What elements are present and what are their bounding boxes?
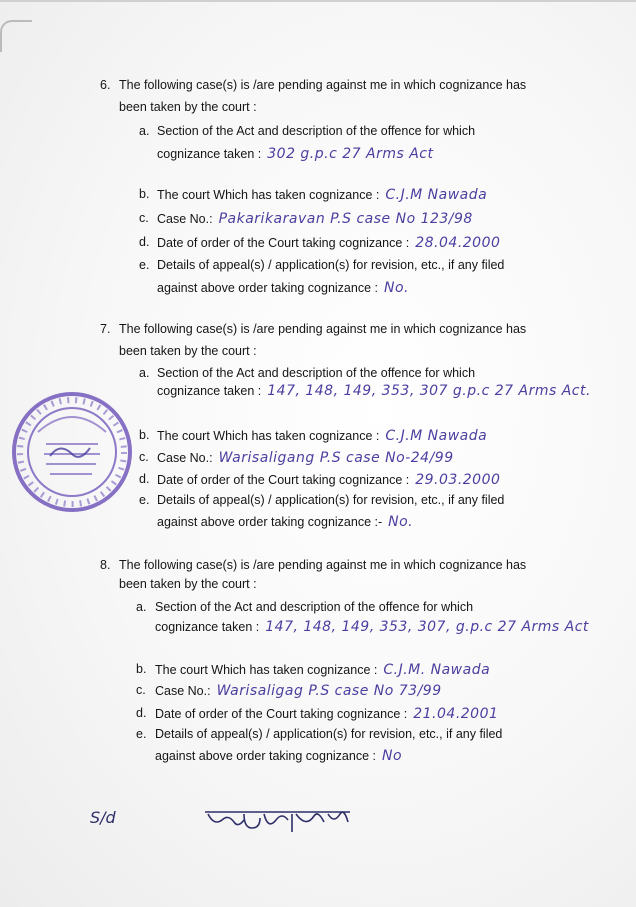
item-e-text-1: Details of appeal(s) / application(s) for revision, etc., if any filed	[157, 493, 505, 507]
item-b-text: The court Which has taken cognizance : C.J.M. Nawada	[155, 662, 491, 678]
item-d-label: d.	[136, 706, 147, 720]
item-e-label: e.	[139, 258, 150, 272]
item-e-label: e.	[139, 493, 150, 507]
intro-line-1: The following case(s) is /are pending against me in which cognizance has	[119, 78, 527, 92]
intro-line-2: been taken by the court :	[119, 344, 257, 358]
item-c-text: Case No.: Warisaligang P.S case No-24/99	[157, 450, 454, 466]
item-a-text-2: cognizance taken : 147, 148, 149, 353, 307, g.p.c 27 Arms Act	[155, 619, 589, 635]
item-e-text-2: against above order taking cognizance :- No.	[157, 514, 414, 530]
handwritten-sections: 302 g.p.c 27 Arms Act	[267, 146, 434, 162]
item-c-label: c.	[139, 450, 149, 464]
handwritten-date: 21.04.2001	[413, 706, 499, 722]
handwritten-case-no: Pakarikaravan P.S case No 123/98	[218, 211, 473, 227]
item-e-text-2: against above order taking cognizance : No.	[157, 280, 409, 296]
item-a-text-2: cognizance taken : 302 g.p.c 27 Arms Act	[157, 146, 434, 162]
handwritten-sections: 147, 148, 149, 353, 307, g.p.c 27 Arms Act	[265, 619, 589, 635]
handwritten-court: C.J.M Nawada	[385, 187, 488, 203]
official-seal-stamp	[10, 382, 140, 522]
item-d-text: Date of order of the Court taking cognizance : 21.04.2001	[155, 706, 499, 722]
item-c-text: Case No.: Pakarikaravan P.S case No 123/98	[157, 211, 473, 227]
handwritten-case-no: Warisaligang P.S case No-24/99	[218, 450, 454, 466]
item-c-label: c.	[139, 211, 149, 225]
signature-label: S/d	[90, 808, 116, 827]
handwritten-signature	[200, 800, 360, 840]
item-c-text: Case No.: Warisaligag P.S case No 73/99	[155, 683, 442, 699]
scan-edge	[0, 0, 636, 2]
item-e-label: e.	[136, 727, 147, 741]
handwritten-appeal: No.	[388, 514, 414, 530]
item-a-text-1: Section of the Act and description of the offence for which	[155, 600, 474, 614]
handwritten-case-no: Warisaligag P.S case No 73/99	[216, 683, 442, 699]
intro-line-1: The following case(s) is /are pending against me in which cognizance has	[119, 322, 527, 336]
item-b-label: b.	[139, 428, 150, 442]
intro-line-2: been taken by the court :	[119, 100, 257, 114]
item-c-label: c.	[136, 683, 146, 697]
item-a-text-2: cognizance taken : 147, 148, 149, 353, 307 g.p.c 27 Arms Act.	[157, 383, 591, 399]
item-a-label: a.	[136, 600, 147, 614]
handwritten-court: C.J.M. Nawada	[383, 662, 491, 678]
item-d-label: d.	[139, 472, 150, 486]
item-e-text-2: against above order taking cognizance : No	[155, 748, 403, 764]
handwritten-appeal: No.	[383, 280, 409, 296]
handwritten-date: 29.03.2000	[415, 472, 501, 488]
item-a-text-1: Section of the Act and description of the offence for which	[157, 366, 476, 380]
handwritten-court: C.J.M Nawada	[385, 428, 488, 444]
item-b-text: The court Which has taken cognizance : C.J.M Nawada	[157, 187, 488, 203]
handwritten-date: 28.04.2000	[415, 235, 501, 251]
item-d-text: Date of order of the Court taking cognizance : 28.04.2000	[157, 235, 501, 251]
section-number: 8.	[100, 558, 111, 572]
handwritten-sections: 147, 148, 149, 353, 307 g.p.c 27 Arms Act.	[267, 383, 591, 399]
intro-line-1: The following case(s) is /are pending against me in which cognizance has	[119, 558, 527, 572]
scan-corner-mark	[0, 20, 32, 52]
section-number: 6.	[100, 78, 111, 92]
handwritten-appeal: No	[381, 748, 403, 764]
item-a-label: a.	[139, 366, 150, 380]
item-b-label: b.	[139, 187, 150, 201]
item-e-text-1: Details of appeal(s) / application(s) for revision, etc., if any filed	[157, 258, 505, 272]
item-d-label: d.	[139, 235, 150, 249]
item-a-label: a.	[139, 124, 150, 138]
item-b-text: The court Which has taken cognizance : C.J.M Nawada	[157, 428, 488, 444]
item-e-text-1: Details of appeal(s) / application(s) for revision, etc., if any filed	[155, 727, 503, 741]
section-number: 7.	[100, 322, 111, 336]
intro-line-2: been taken by the court :	[119, 577, 257, 591]
item-b-label: b.	[136, 662, 147, 676]
item-d-text: Date of order of the Court taking cognizance : 29.03.2000	[157, 472, 501, 488]
item-a-text-1: Section of the Act and description of the offence for which	[157, 124, 476, 138]
